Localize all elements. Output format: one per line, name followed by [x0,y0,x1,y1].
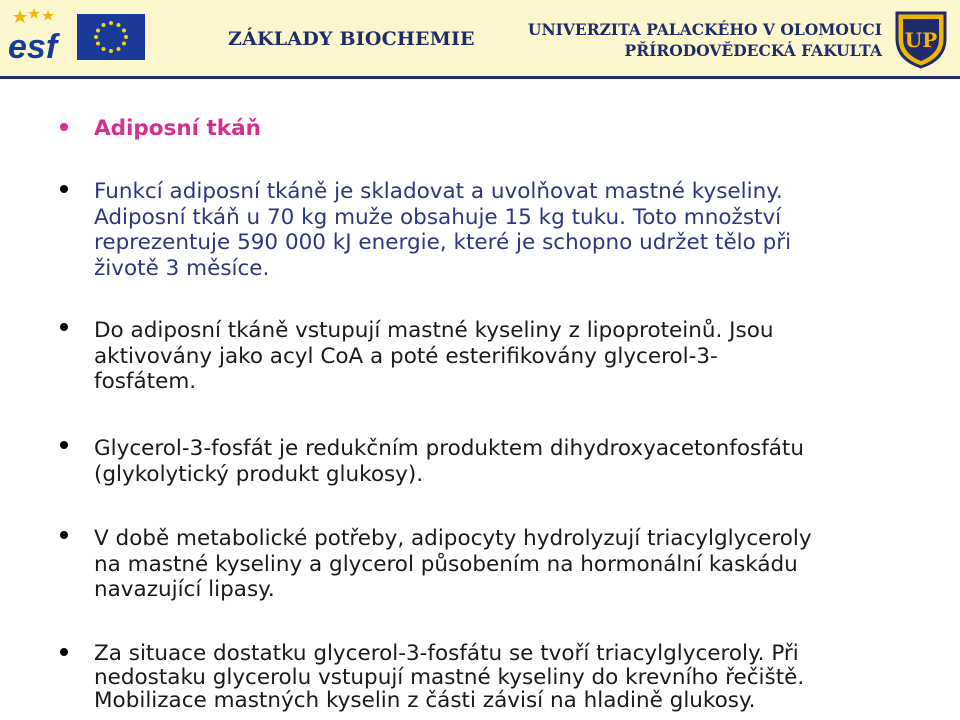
eu-flag-icon [77,14,145,60]
paragraph-line: fosfátem. [94,369,197,394]
svg-text:esf: esf [8,28,58,64]
paragraph-line: životě 3 měsíce. [94,255,270,281]
paragraph-line: Za situace dostatku glycerol-3-fosfátu se tvoří triacylglyceroly. Při [94,641,799,666]
paragraph-line: Funkcí adiposní tkáně je skladovat a uvolňovat mastné kyseliny. [94,179,783,204]
paragraph-3 [94,436,804,487]
svg-text:UP: UP [904,28,938,52]
bullet-point [60,648,68,656]
paragraph-line: nedostaku glycerolu vstupují mastné kyseliny do krevního řečiště. [94,664,805,690]
bullet-point [60,323,68,331]
paragraph-2 [94,318,902,395]
paragraph-5 [94,642,804,713]
paragraph-line: (glykolytický produkt glukosy). [94,461,424,487]
bullet-point [60,185,68,193]
faculty-line: PŘÍRODOVĚDECKÁ FAKULTA [624,41,882,60]
esf-logo [6,6,68,64]
university-logo [893,9,949,69]
paragraph-line: Glycerol-3-fosfát je redukčním produktem dihydroxyacetonfosfátu [94,436,804,461]
paragraph-line: aktivovány jako acyl CoA a poté esterifikovány glycerol-3- [94,343,718,369]
bullet-point [60,441,68,449]
university-line: UNIVERZITA PALACKÉHO V OLOMOUCI [527,20,882,39]
paragraph-line: V době metabolické potřeby, adipocyty hydrolyzují triacylglyceroly [94,526,812,551]
paragraph-line: na mastné kyseliny a glycerol působením na hormonální kaskádu [94,551,798,577]
paragraph-line: Adiposní tkáň u 70 kg muže obsahuje 15 kg tuku. Toto množství [94,204,782,230]
slide-header [0,0,960,76]
paragraph-line: navazující lipasy. [94,577,275,602]
slide-title: Adiposní tkáň [94,116,261,141]
university-name [528,19,882,61]
paragraph-line: reprezentuje 590 000 kJ energie, které je schopno udržet tělo při [94,230,792,255]
paragraph-4 [94,526,812,603]
paragraph-line: Mobilizace mastných kyselin z části závisí na hladině glukosy. [94,688,756,713]
paragraph-line: Do adiposní tkáně vstupují mastné kyseliny z lipoproteinů. Jsou [94,318,774,343]
course-title: ZÁKLADY BIOCHEMIE [228,28,475,50]
header-divider [0,76,960,79]
bullet-point [60,531,68,539]
paragraph-1 [94,179,791,281]
bullet-point [60,123,68,131]
